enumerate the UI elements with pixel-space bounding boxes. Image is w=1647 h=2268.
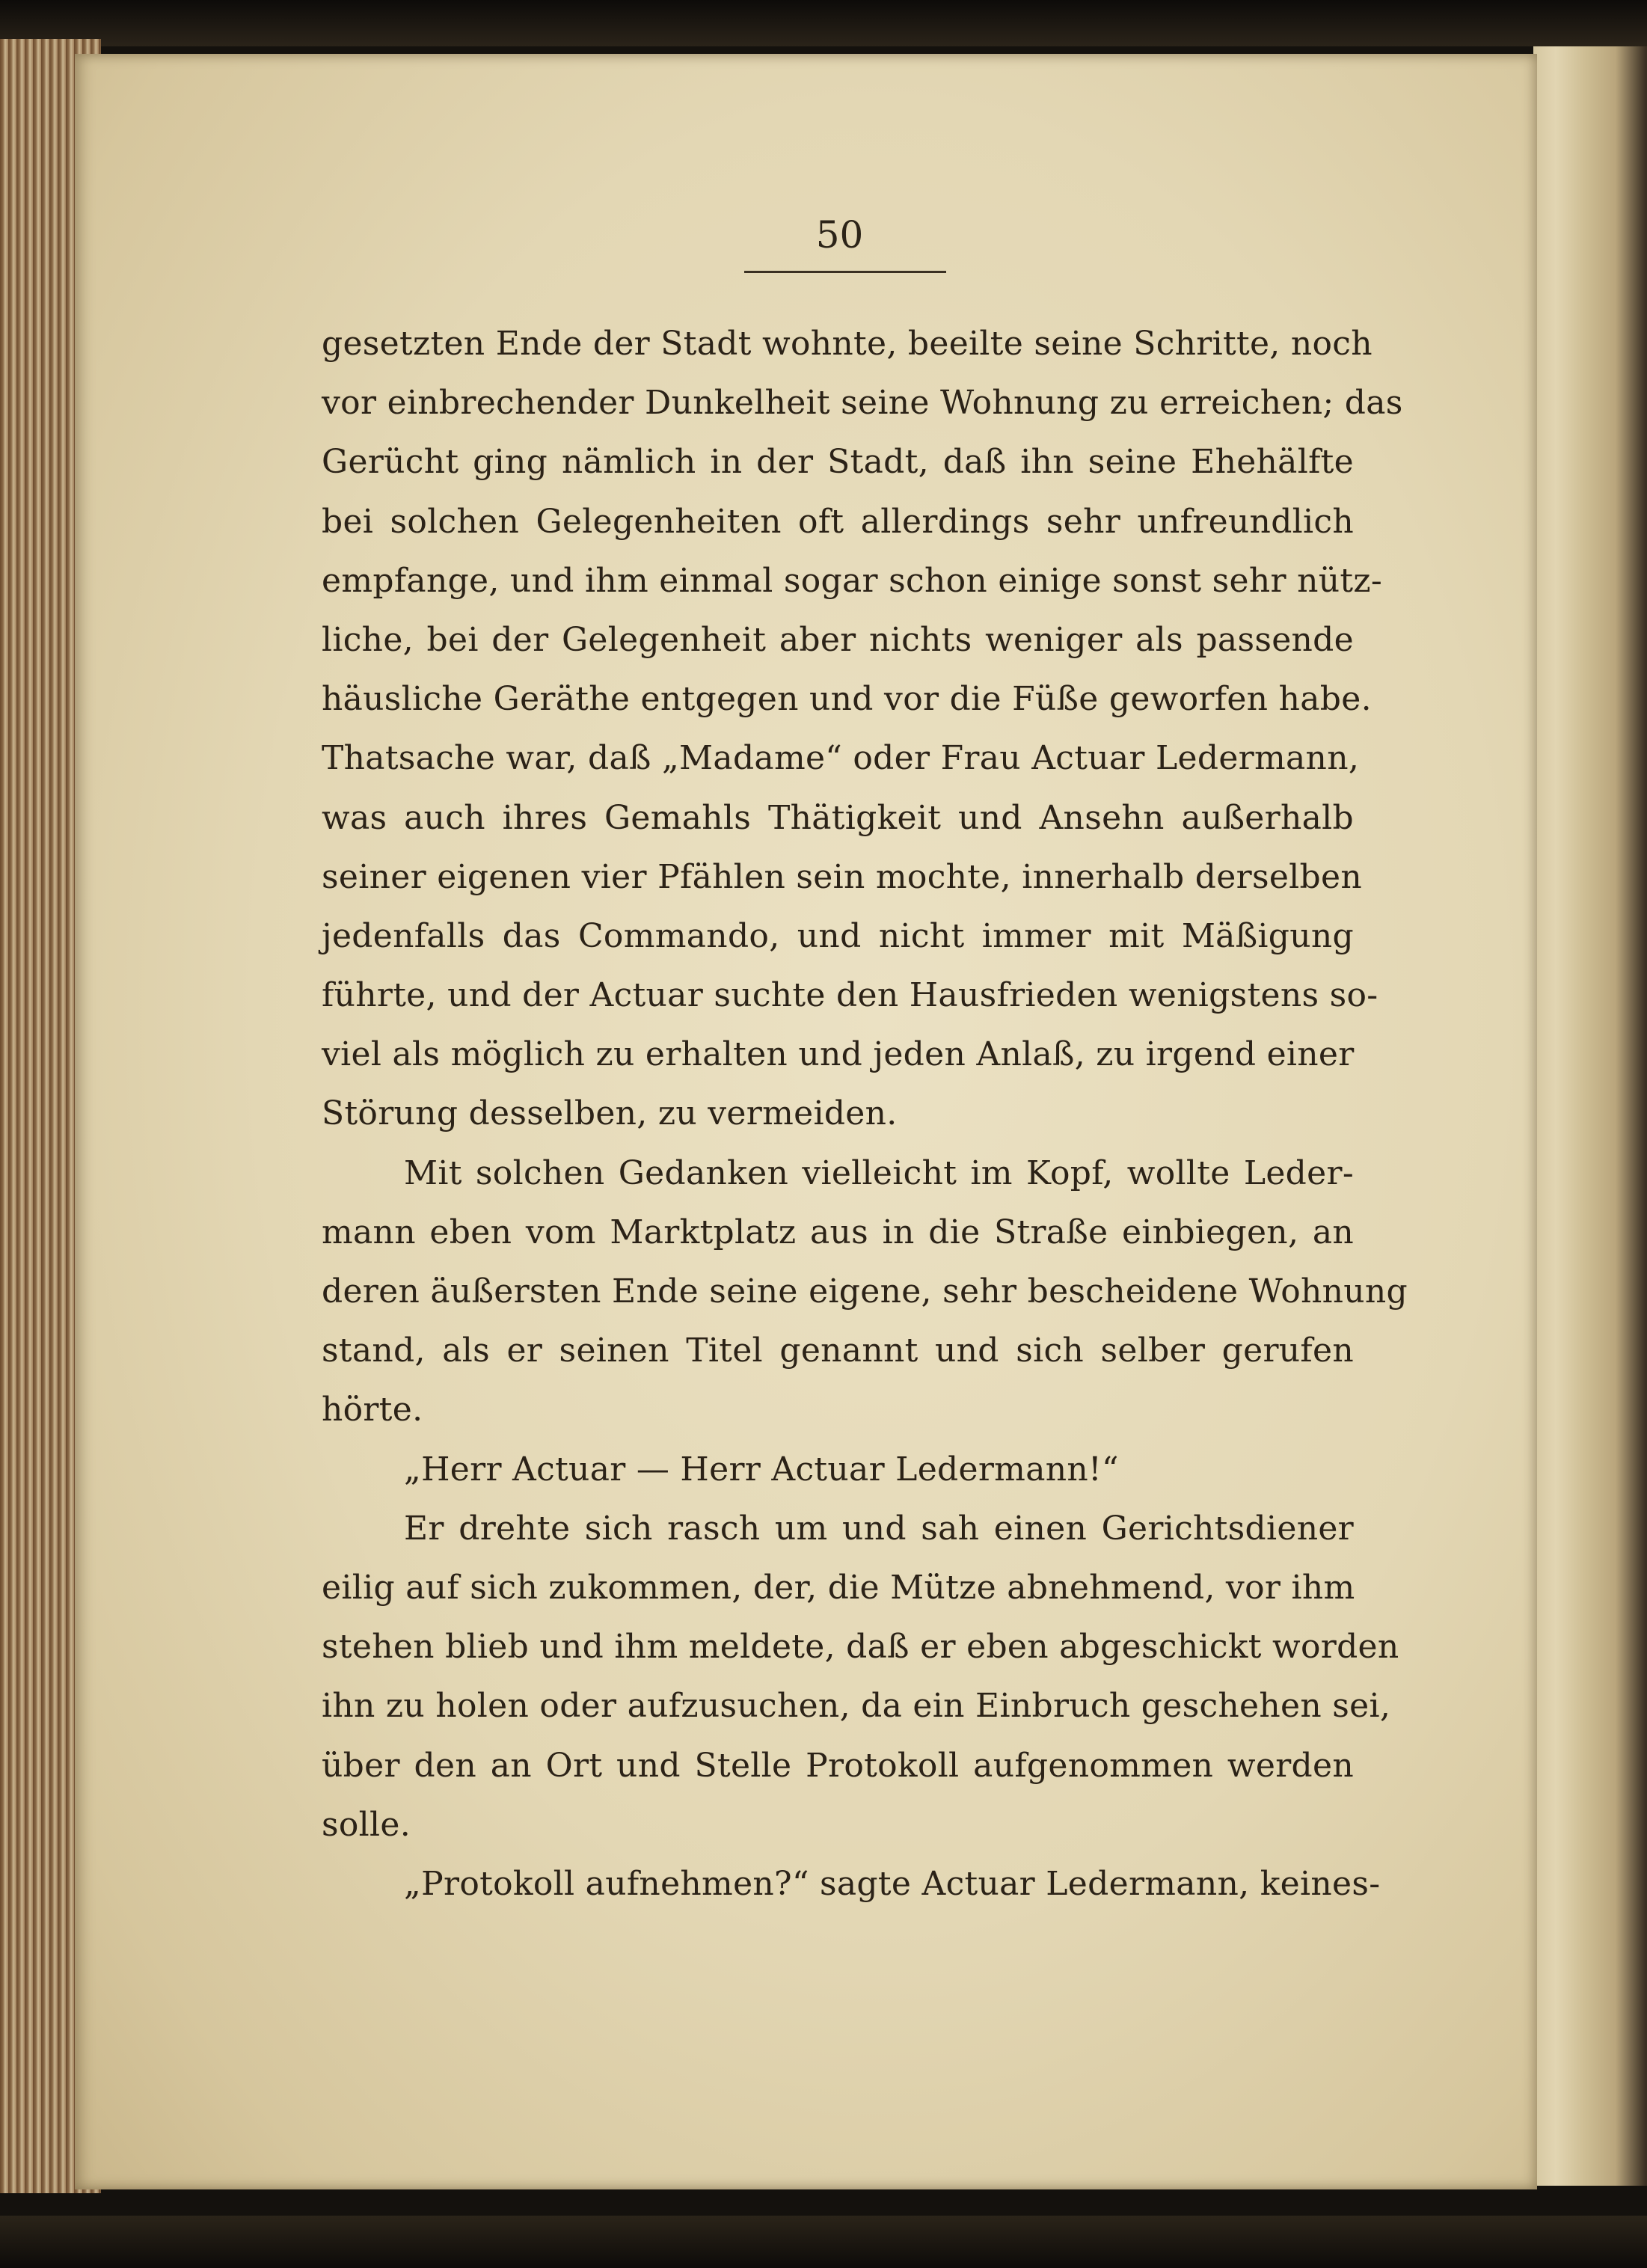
text-line: „Protokoll aufnehmen?“ sagte Actuar Ledermann, keines- bbox=[404, 1864, 1381, 1903]
text-line: vor einbrechender Dunkelheit seine Wohnung zu erreichen; das bbox=[322, 384, 1403, 423]
text-line: deren äußersten Ende seine eigene, sehr bescheidene Wohnung bbox=[322, 1272, 1408, 1311]
page-number: 50 bbox=[815, 213, 864, 257]
text-line: hörte. bbox=[322, 1391, 423, 1429]
text-line: seiner eigenen vier Pfählen sein mochte, innerhalb derselben bbox=[322, 857, 1362, 896]
text-line: häusliche Geräthe entgegen und vor die Füße geworfen habe. bbox=[322, 680, 1372, 719]
text-line: jedenfalls das Commando, und nicht immer mit Mäßigung bbox=[322, 916, 1354, 955]
text-line: gesetzten Ende der Stadt wohnte, beeilte seine Schritte, noch bbox=[322, 325, 1372, 363]
text-line: Mit solchen Gedanken vielleicht im Kopf, wollte Leder- bbox=[404, 1153, 1354, 1192]
text-line: viel als möglich zu erhalten und jeden Anlaß, zu irgend einer bbox=[322, 1035, 1355, 1074]
text-line: eilig auf sich zukommen, der, die Mütze abnehmend, vor ihm bbox=[322, 1568, 1355, 1607]
text-line: bei solchen Gelegenheiten oft allerdings sehr unfreundlich bbox=[322, 502, 1354, 541]
text-line: Störung desselben, zu vermeiden. bbox=[322, 1094, 898, 1133]
text-line: Thatsache war, daß „Madame“ oder Frau Actuar Ledermann, bbox=[322, 739, 1360, 778]
text-line: solle. bbox=[322, 1805, 411, 1844]
page-edge-right bbox=[1533, 46, 1647, 2186]
body-text bbox=[322, 314, 1408, 1913]
text-line: ihn zu holen oder aufzusuchen, da ein Einbruch geschehen sei, bbox=[322, 1687, 1391, 1726]
bottom-shadow bbox=[0, 2216, 1647, 2268]
text-line: mann eben vom Marktplatz aus in die Straße einbiegen, an bbox=[322, 1213, 1354, 1251]
text-line: führte, und der Actuar suchte den Hausfrieden wenigstens so- bbox=[322, 976, 1378, 1015]
text-line: stand, als er seinen Titel genannt und sich selber gerufen bbox=[322, 1331, 1354, 1370]
header-rule bbox=[744, 271, 946, 273]
text-line: liche, bei der Gelegenheit aber nichts weniger als passende bbox=[322, 620, 1354, 659]
text-line: über den an Ort und Stelle Protokoll aufgenommen werden bbox=[322, 1746, 1354, 1785]
top-shadow bbox=[0, 0, 1647, 46]
text-line: Er drehte sich rasch um und sah einen Gerichtsdiener bbox=[404, 1509, 1354, 1548]
text-line: was auch ihres Gemahls Thätigkeit und Ansehn außerhalb bbox=[322, 798, 1354, 837]
text-line: „Herr Actuar — Herr Actuar Ledermann!“ bbox=[404, 1450, 1119, 1489]
text-line: empfange, und ihm einmal sogar schon einige sonst sehr nütz- bbox=[322, 561, 1382, 600]
text-line: Gerücht ging nämlich in der Stadt, daß ihn seine Ehehälfte bbox=[322, 443, 1354, 482]
text-line: stehen blieb und ihm meldete, daß er eben abgeschickt worden bbox=[322, 1628, 1399, 1667]
